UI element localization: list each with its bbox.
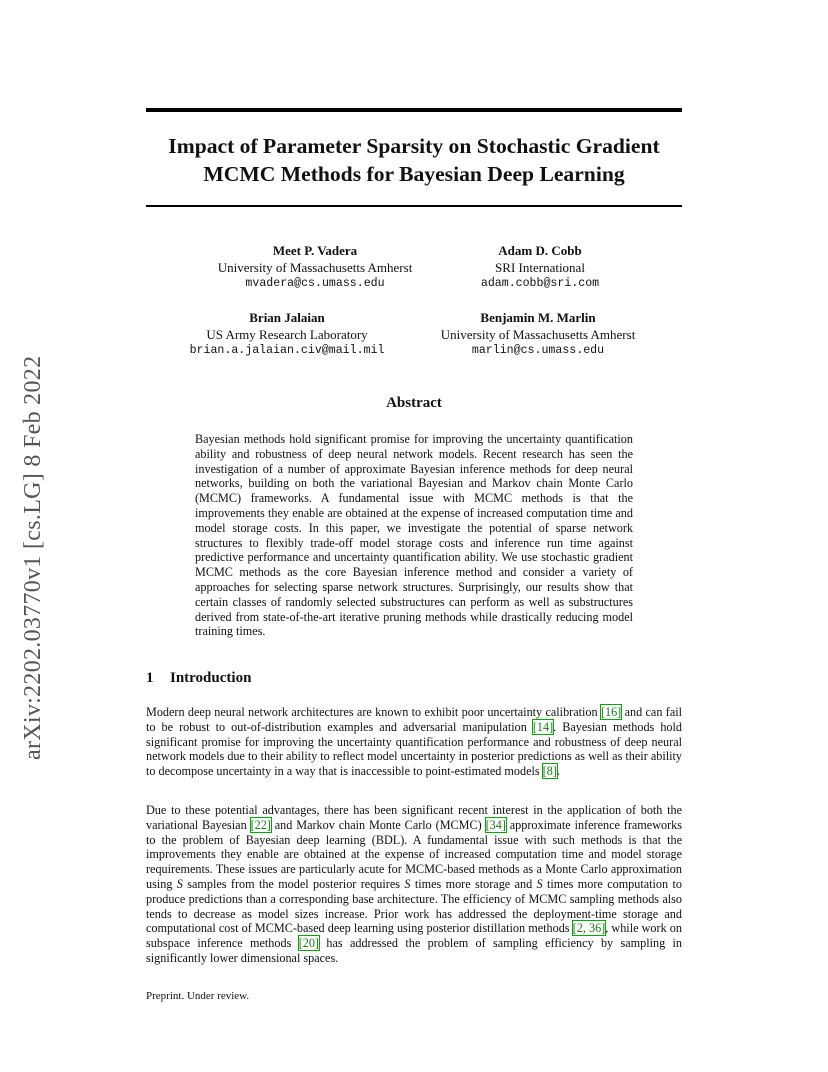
- citation-link[interactable]: [34]: [485, 817, 506, 832]
- citation-link[interactable]: [16]: [600, 705, 622, 719]
- text-span: has addressed the problem of sampling efficiency by sampling in significantly lower dimensional spaces.: [146, 936, 682, 965]
- author-name: Benjamin M. Marlin: [480, 310, 596, 325]
- citation-link[interactable]: [14]: [532, 719, 554, 734]
- author-affiliation: University of Massachusetts Amherst: [217, 259, 413, 275]
- author-block-2: [390, 243, 690, 293]
- text-span: approximate inference frameworks to the problem of Bayesian deep learning (BDL). A fundamental issue with such methods is that the improvements they enable are obtained at the expense of increased computation time and model storage requirements. These issues are particularly acute for MCMC-based methods as a Monte Carlo approximation using: [146, 817, 682, 891]
- abstract-body: Bayesian methods hold significant promise for improving the uncertainty quantification ability and robustness of deep neural network models. Recent research has seen the investigation of a number of approximate Bayesian inference methods for deep neural networks, building on both the variational Bayesian and Markov chain Monte Carlo (MCMC) frameworks. A fundamental issue with MCMC methods is that the improvements they enable are obtained at the expense of increased computation time and model storage costs. In this paper, we investigate the potential of sparse network structures to flexibly trade-off model storage costs and inference run time against predictive performance and uncertainty quantification ability. We use stochastic gradient MCMC methods as the core Bayesian inference method and consider a variety of approaches for selecting sparse network structures. Surprisingly, our results show that certain classes of randomly selected substructures can perform as well as substructures derived from state-of-the-art iterative pruning methods while drastically reducing model training times.: [195, 432, 633, 639]
- text-span: , while work on subspace inference methods: [146, 921, 682, 951]
- text-span: and Markov chain Monte Carlo (MCMC): [270, 817, 486, 832]
- title-line-2: MCMC Methods for Bayesian Deep Learning: [203, 162, 625, 186]
- citation-link[interactable]: [8]: [542, 764, 557, 779]
- author-email[interactable]: brian.a.jalaian.civ@mail.mil: [189, 344, 385, 357]
- author-affiliation: SRI International: [495, 259, 585, 275]
- intro-paragraph-1: [146, 705, 682, 779]
- section-heading: [146, 670, 251, 687]
- math-variable: S: [536, 876, 543, 891]
- title-top-rule: [146, 108, 682, 112]
- arxiv-id-text: arXiv:2202.03770v1 [cs.LG] 8 Feb 2022: [20, 355, 46, 760]
- title-line-1: Impact of Parameter Sparsity on Stochastic Gradient: [168, 134, 660, 158]
- text-span: Modern deep neural network architectures are known to exhibit poor uncertainty calibration: [146, 705, 601, 719]
- citation-link[interactable]: [2, 36]: [572, 921, 606, 936]
- section-number: 1: [146, 670, 154, 686]
- math-variable: S: [404, 876, 411, 891]
- author-affiliation: US Army Research Laboratory: [206, 326, 368, 342]
- author-email[interactable]: mvadera@cs.umass.edu: [245, 277, 385, 290]
- author-affiliation: University of Massachusetts Amherst: [440, 326, 636, 342]
- text-span: times more storage and: [410, 876, 537, 891]
- abstract-heading: Abstract: [386, 395, 442, 411]
- math-variable: S: [176, 876, 183, 891]
- author-name: Adam D. Cobb: [498, 243, 582, 258]
- intro-paragraph-2: [146, 803, 682, 966]
- text-span: . Bayesian methods hold significant promise for improving the uncertainty quantification performance and robustness of deep neural network models due to their ability to reflect model uncertainty in posterior predictions as well as their ability to decompose uncertainty in a way that is inaccessible to point-estimated models: [146, 719, 682, 779]
- section-title: Introduction: [170, 670, 252, 686]
- text-span: and can fail to be robust to out-of-distribution examples and adversarial manipulation: [146, 705, 683, 734]
- citation-link[interactable]: [22]: [250, 817, 271, 832]
- text-span: .: [556, 764, 560, 779]
- author-email[interactable]: adam.cobb@sri.com: [480, 277, 600, 290]
- author-name: Meet P. Vadera: [272, 243, 358, 258]
- author-email[interactable]: marlin@cs.umass.edu: [471, 344, 605, 357]
- footer-note: Preprint. Under review.: [146, 990, 250, 1002]
- title-bottom-rule: [146, 205, 682, 207]
- text-span: times more computation to produce predictions than a corresponding base architecture. The efficiency of MCMC sampling methods also tends to decrease as model sizes increase. Prior work has addressed the deployment-time storage and computational cost of MCMC-based deep learning using posterior distillation methods: [146, 876, 682, 936]
- text-span: Due to these potential advantages, there has been significant recent interest in the application of both the variational Bayesian: [146, 803, 682, 832]
- author-name: Brian Jalaian: [249, 310, 325, 325]
- paper-title: [146, 132, 682, 188]
- citation-link[interactable]: [20]: [298, 936, 319, 951]
- author-block-4: [388, 310, 688, 360]
- text-span: samples from the model posterior requires: [182, 876, 405, 891]
